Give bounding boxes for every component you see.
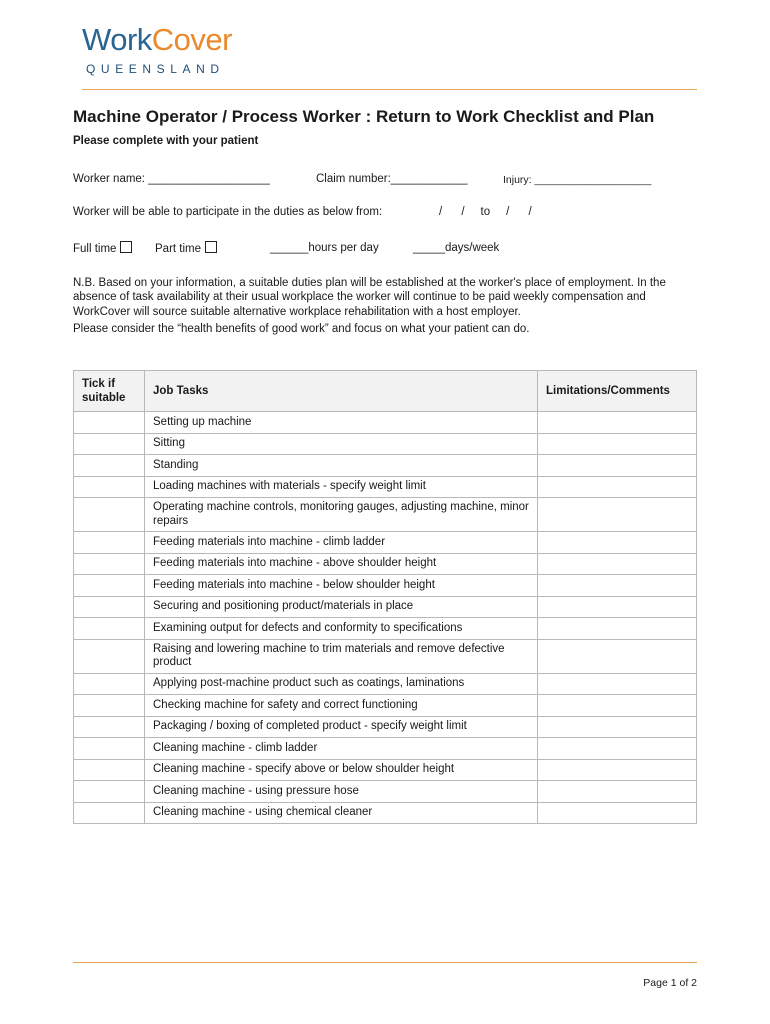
table-row xyxy=(74,532,697,554)
page-number: Page 1 of 2 xyxy=(643,977,697,989)
injury-field[interactable]: Injury: ____________________ xyxy=(503,174,652,186)
table-row xyxy=(74,618,697,640)
tick-cell[interactable] xyxy=(74,532,145,554)
page-subtitle: Please complete with your patient xyxy=(73,135,259,147)
table-row xyxy=(74,476,697,498)
tasks-header: Job Tasks xyxy=(145,371,538,412)
workcover-logo xyxy=(82,22,232,58)
comments-cell[interactable] xyxy=(538,673,697,695)
comments-cell[interactable] xyxy=(538,498,697,532)
tick-cell[interactable] xyxy=(74,738,145,760)
table-row xyxy=(74,433,697,455)
tick-cell[interactable] xyxy=(74,553,145,575)
task-cell: Feeding materials into machine - climb ladder xyxy=(145,532,538,554)
comments-cell[interactable] xyxy=(538,412,697,434)
task-cell: Cleaning machine - using chemical cleaner xyxy=(145,802,538,824)
table-row xyxy=(74,498,697,532)
comments-cell[interactable] xyxy=(538,532,697,554)
tick-cell[interactable] xyxy=(74,781,145,803)
table-row xyxy=(74,781,697,803)
comments-cell[interactable] xyxy=(538,639,697,673)
comments-cell[interactable] xyxy=(538,433,697,455)
table-row xyxy=(74,412,697,434)
table-row xyxy=(74,759,697,781)
table-row xyxy=(74,575,697,597)
tick-cell[interactable] xyxy=(74,498,145,532)
nb-paragraph: N.B. Based on your information, a suitable duties plan will be established at the worker's place of employment. In the absence of task availability at their usual workplace the worker will continue to be paid weekly compensation and WorkCover will source suitable alternative workplace rehabilitation with a host employer. xyxy=(73,277,666,318)
hours-per-day-field[interactable]: ______hours per day xyxy=(270,242,379,254)
tick-cell[interactable] xyxy=(74,759,145,781)
task-cell: Examining output for defects and conformity to specifications xyxy=(145,618,538,640)
comments-cell[interactable] xyxy=(538,618,697,640)
task-cell: Applying post-machine product such as coatings, laminations xyxy=(145,673,538,695)
days-per-week-field[interactable]: _____days/week xyxy=(413,242,500,254)
tick-cell[interactable] xyxy=(74,596,145,618)
notes-block xyxy=(73,276,698,336)
comments-cell[interactable] xyxy=(538,716,697,738)
table-row xyxy=(74,455,697,477)
table-row xyxy=(74,673,697,695)
page-title: Machine Operator / Process Worker : Return to Work Checklist and Plan xyxy=(73,107,655,126)
task-cell: Checking machine for safety and correct functioning xyxy=(145,695,538,717)
tick-cell[interactable] xyxy=(74,618,145,640)
comments-cell[interactable] xyxy=(538,695,697,717)
part-time-checkbox[interactable] xyxy=(205,241,217,253)
comments-cell[interactable] xyxy=(538,802,697,824)
logo-cover-text: Cover xyxy=(151,22,232,57)
comments-cell[interactable] xyxy=(538,455,697,477)
comments-cell[interactable] xyxy=(538,476,697,498)
table-header-row xyxy=(74,371,697,412)
table-row xyxy=(74,802,697,824)
tick-cell[interactable] xyxy=(74,716,145,738)
comments-cell[interactable] xyxy=(538,575,697,597)
comments-cell[interactable] xyxy=(538,738,697,760)
table-row xyxy=(74,553,697,575)
full-time-checkbox[interactable] xyxy=(120,241,132,253)
task-cell: Securing and positioning product/materials in place xyxy=(145,596,538,618)
claim-number-field[interactable]: Claim number:____________ xyxy=(316,173,468,185)
tick-cell[interactable] xyxy=(74,433,145,455)
logo-work-text: Work xyxy=(82,22,152,57)
footer-divider xyxy=(73,962,697,963)
tick-cell[interactable] xyxy=(74,455,145,477)
table-row xyxy=(74,596,697,618)
task-cell: Operating machine controls, monitoring gauges, adjusting machine, minor repairs xyxy=(145,498,538,532)
task-cell: Feeding materials into machine - above shoulder height xyxy=(145,553,538,575)
tick-cell[interactable] xyxy=(74,476,145,498)
table-row xyxy=(74,738,697,760)
part-time-label: Part time xyxy=(155,243,202,255)
comments-cell[interactable] xyxy=(538,553,697,575)
tick-header: Tick if suitable xyxy=(74,371,145,412)
task-cell: Standing xyxy=(145,455,538,477)
tick-cell[interactable] xyxy=(74,639,145,673)
worker-name-field[interactable]: Worker name: ___________________ xyxy=(73,173,270,185)
tick-cell[interactable] xyxy=(74,802,145,824)
comments-header: Limitations/Comments xyxy=(538,371,697,412)
task-cell: Raising and lowering machine to trim materials and remove defective product xyxy=(145,639,538,673)
task-cell: Sitting xyxy=(145,433,538,455)
tick-cell[interactable] xyxy=(74,673,145,695)
comments-cell[interactable] xyxy=(538,781,697,803)
tick-cell[interactable] xyxy=(74,412,145,434)
task-cell: Loading machines with materials - specify weight limit xyxy=(145,476,538,498)
task-cell: Cleaning machine - climb ladder xyxy=(145,738,538,760)
comments-cell[interactable] xyxy=(538,759,697,781)
comments-cell[interactable] xyxy=(538,596,697,618)
task-cell: Cleaning machine - specify above or below shoulder height xyxy=(145,759,538,781)
participate-label: Worker will be able to participate in the duties as below from: xyxy=(73,206,383,218)
full-time-label: Full time xyxy=(73,243,117,255)
header-divider xyxy=(82,89,697,90)
tick-cell[interactable] xyxy=(74,575,145,597)
task-cell: Cleaning machine - using pressure hose xyxy=(145,781,538,803)
table-row xyxy=(74,639,697,673)
logo-subtitle: QUEENSLAND xyxy=(86,62,225,76)
full-time-option[interactable] xyxy=(73,241,132,256)
consider-paragraph: Please consider the “health benefits of good work” and focus on what your patient can do. xyxy=(73,322,530,335)
table-row xyxy=(74,716,697,738)
table-row xyxy=(74,695,697,717)
task-cell: Packaging / boxing of completed product - specify weight limit xyxy=(145,716,538,738)
tick-cell[interactable] xyxy=(74,695,145,717)
date-range-field[interactable]: / / to / / xyxy=(439,206,532,218)
part-time-option[interactable] xyxy=(155,241,217,256)
job-tasks-table xyxy=(73,370,697,824)
task-cell: Setting up machine xyxy=(145,412,538,434)
task-cell: Feeding materials into machine - below shoulder height xyxy=(145,575,538,597)
